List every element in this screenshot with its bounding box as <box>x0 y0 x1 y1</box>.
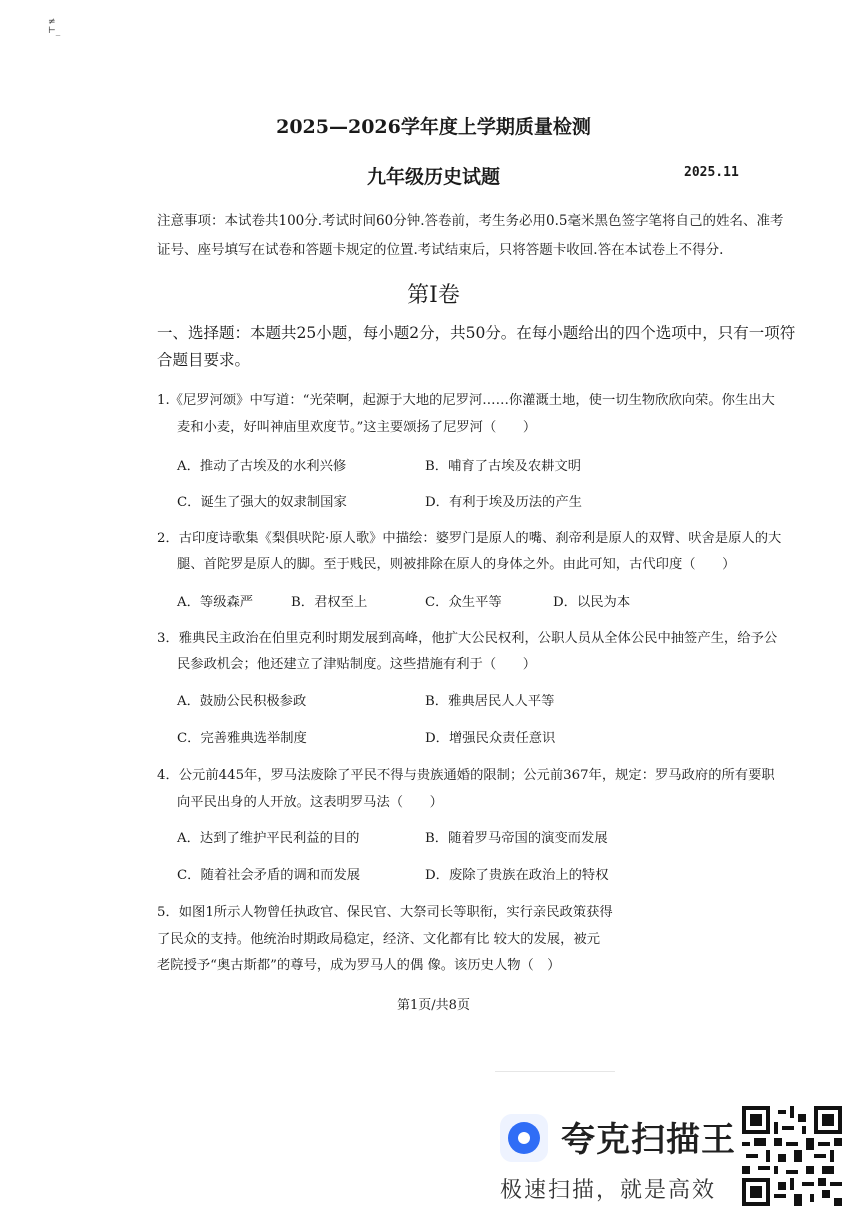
question-1-option-a: A．推动了古埃及的水利兴修 <box>177 459 347 474</box>
scanner-logo-icon <box>500 1114 548 1162</box>
exam-title: 2025—2026学年度上学期质量检测 <box>276 116 591 138</box>
qr-code-icon <box>742 1106 842 1206</box>
exam-subtitle: 九年级历史试题 <box>366 166 500 188</box>
question-2-option-a: A．等级森严 <box>177 595 254 610</box>
notice-paragraph: 注意事项：本试卷共100分.考试时间60分钟.答卷前，考生务必用0.5毫米黑色签字笔将自己的姓名、准考证号、座号填写在试卷和答题卡规定的位置.考试结束后，只将答题卡收回.答在本试卷上不得分. <box>157 213 784 258</box>
question-2-line-1: 2．古印度诗歌集《梨俱吠陀·原人歌》中描绘：婆罗门是原人的嘴、刹帝利是原人的双臂、吠舍是原人的大 <box>157 531 782 546</box>
question-3-option-d: D．增强民众责任意识 <box>425 731 556 746</box>
question-5-line-1: 5．如图1所示人物曾任执政官、保民官、大祭司长等职衔，实行亲民政策获得 <box>157 905 613 920</box>
question-1-option-c: C．诞生了强大的奴隶制国家 <box>177 495 347 510</box>
question-1-line-2: 麦和小麦，好叫神庙里欢度节。”这主要颂扬了尼罗河（ ） <box>177 420 537 435</box>
watermark-app-name: 夸克扫描王 <box>561 1120 736 1160</box>
question-4-line-1: 4．公元前445年，罗马法废除了平民不得与贵族通婚的限制；公元前367年，规定：罗马政府的所有要职 <box>157 768 775 783</box>
question-3-option-b: B．雅典居民人人平等 <box>425 694 555 709</box>
question-4-line-2: 向平民出身的人开放。这表明罗马法（ ） <box>177 795 443 810</box>
question-2-line-2: 腿、首陀罗是原人的脚。至于贱民，则被排除在原人的身体之外。由此可知，古代印度（ ） <box>177 557 736 572</box>
question-3-option-c: C．完善雅典选举制度 <box>177 731 307 746</box>
watermark-slogan: 极速扫描，就是高效 <box>500 1178 717 1203</box>
page-footer: 第1页/共8页 <box>397 998 470 1013</box>
question-1-option-d: D．有利于埃及历法的产生 <box>425 495 582 510</box>
question-4-option-c: C．随着社会矛盾的调和而发展 <box>177 868 361 883</box>
question-1-option-b: B．哺育了古埃及农耕文明 <box>425 459 582 474</box>
exam-date: 2025.11 <box>684 165 739 180</box>
section-heading: 一、选择题：本题共25小题，每小题2分，共50分。在每小题给出的四个选项中，只有一项符合题目要求。 <box>157 324 796 369</box>
corner-mark: ≠ ⊢_ <box>48 17 61 36</box>
question-1-line-1: 1.《尼罗河颂》中写道：“光荣啊，起源于大地的尼罗河……你灌溉土地，使一切生物欣欣向荣。你生出大 <box>157 393 775 408</box>
question-4-option-d: D．废除了贵族在政治上的特权 <box>425 868 609 883</box>
divider <box>495 1071 615 1072</box>
question-5-line-2: 了民众的支持。他统治时期政局稳定，经济、文化都有比 较大的发展，被元 <box>157 932 601 947</box>
question-4-option-b: B．随着罗马帝国的演变而发展 <box>425 831 608 846</box>
question-2-option-b: B．君权至上 <box>291 595 368 610</box>
question-5-line-3: 老院授予“奥古斯都”的尊号，成为罗马人的偶 像。该历史人物（ ） <box>157 958 561 973</box>
question-4-option-a: A．达到了维护平民利益的目的 <box>177 831 360 846</box>
question-3-line-2: 民参政机会；他还建立了津贴制度。这些措施有利于（ ） <box>177 657 537 672</box>
question-3-line-1: 3．雅典民主政治在伯里克利时期发展到高峰，他扩大公民权利，公职人员从全体公民中抽签产生，给予公 <box>157 631 778 646</box>
volume-heading: 第Ⅰ卷 <box>407 283 460 308</box>
question-3-option-a: A．鼓励公民积极参政 <box>177 694 307 709</box>
question-2-option-c: C．众生平等 <box>425 595 502 610</box>
question-2-option-d: D．以民为本 <box>553 595 631 610</box>
